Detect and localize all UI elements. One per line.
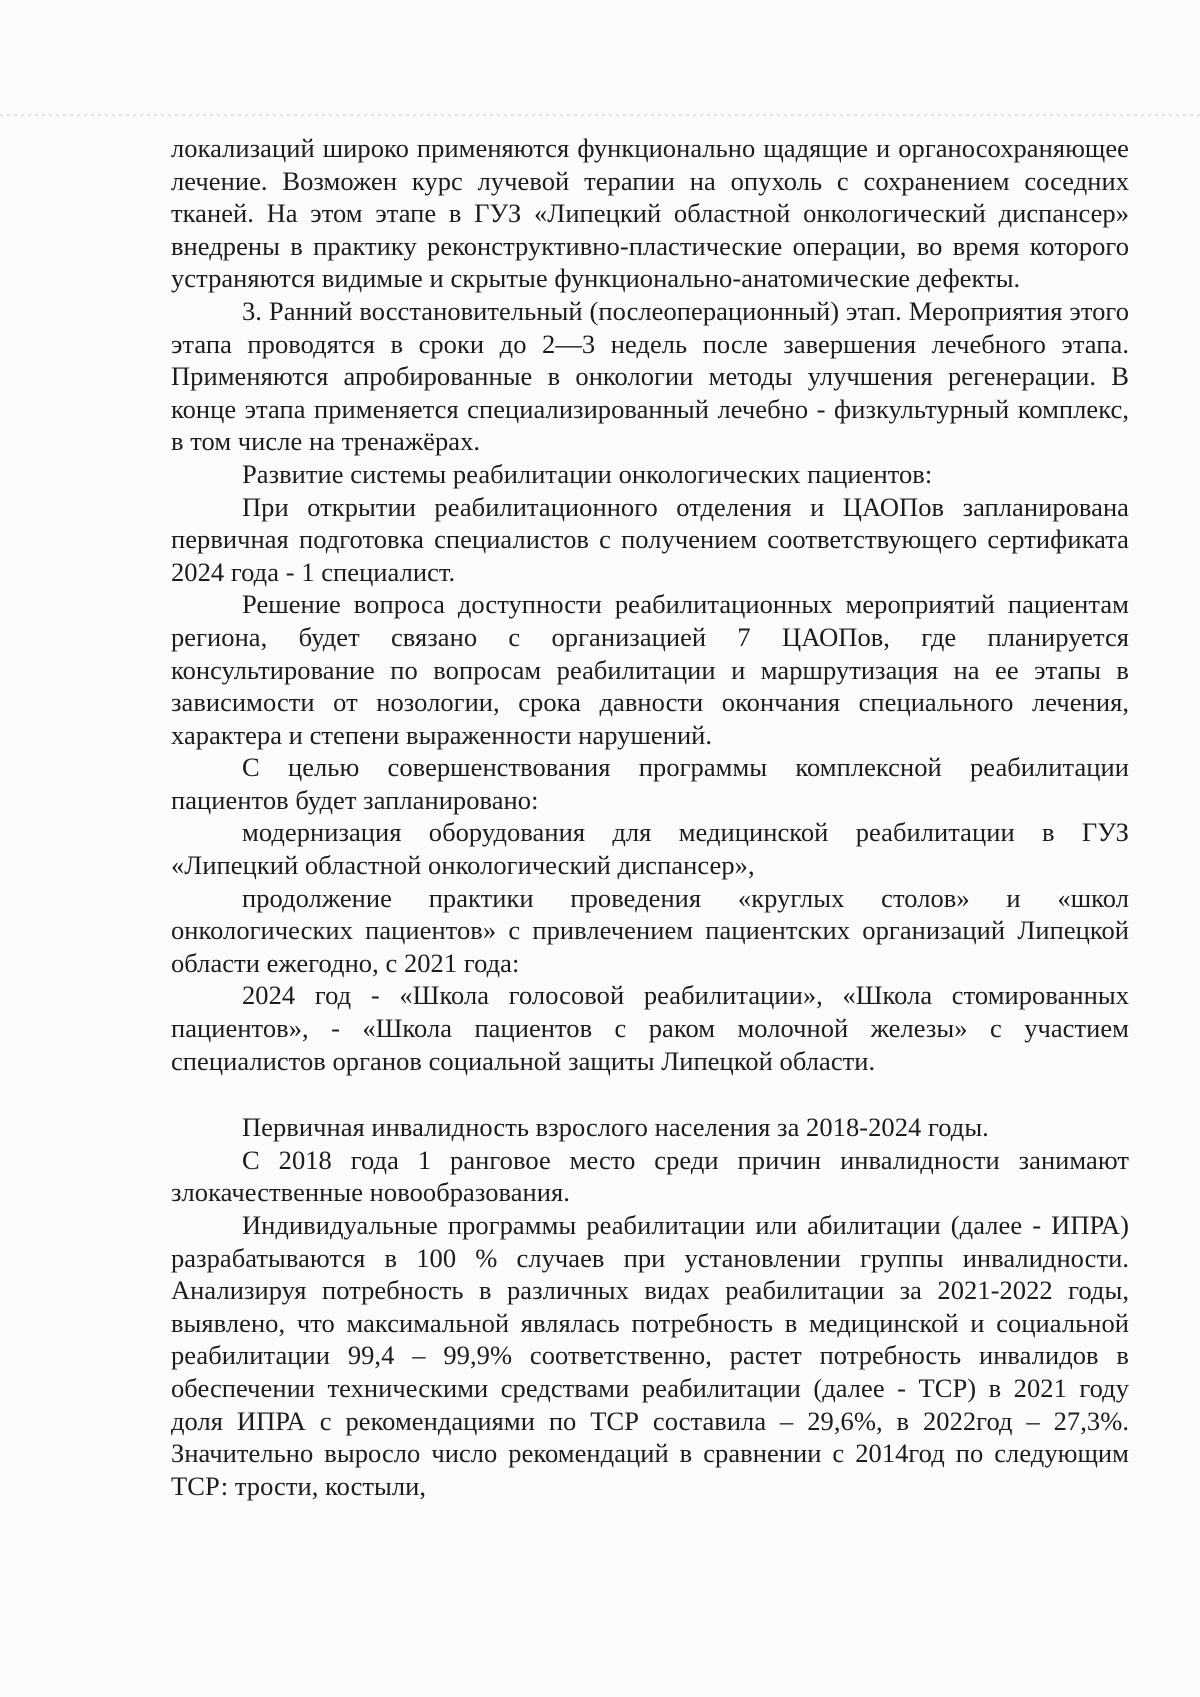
- paragraph-spacer: [171, 1077, 1129, 1111]
- paragraph-program-improvement: С целью совершенствования программы комплексной реабилитации пациентов будет запланировано:: [171, 752, 1129, 815]
- scan-edge-artifact: [0, 114, 1200, 116]
- paragraph-specialist-training: При открытии реабилитационного отделения и ЦАОПов запланирована первичная подготовка специалистов с получением соответствующего сертификата 2024 года - 1 специалист.: [171, 491, 1129, 587]
- paragraph-surgical-stage: локализаций широко применяются функционально щадящие и органосохраняющее лечение. Возможен курс лучевой терапии на опухоль с сохранением соседних тканей. На этом этапе в ГУЗ «Липецкий областной онкологический диспансер» внедрены в практику реконструктивно-пластические операции, во время которого устраняются видимые и скрытые функционально-анатомические дефекты.: [171, 133, 1129, 294]
- paragraph-disability-heading: Первичная инвалидность взрослого населения за 2018-2024 годы.: [242, 1112, 989, 1143]
- paragraph-rehab-accessibility: Решение вопроса доступности реабилитационных мероприятий пациентам региона, будет связано с организацией 7 ЦАОПов, где планируется консультирование по вопросам реабилитации и маршрутизация на ее этапы в зависимости от нозологии, срока давности окончания специального лечения, характера и степени выраженности нарушений.: [171, 589, 1129, 750]
- paragraph-schools-2024: 2024 год - «Школа голосовой реабилитации», «Школа стомированных пациентов», - «Школа пациентов с раком молочной железы» с участием специалистов органов социальной защиты Липецкой области.: [171, 980, 1129, 1076]
- paragraph-disability-rank: С 2018 года 1 ранговое место среди причин инвалидности занимают злокачественные новообразования.: [171, 1144, 1129, 1208]
- paragraph-rehab-system-heading: Развитие системы реабилитации онкологических пациентов:: [242, 458, 933, 489]
- paragraph-round-tables: продолжение практики проведения «круглых столов» и «школ онкологических пациентов» с привлечением пациентских организаций Липецкой области ежегодно, с 2021 года:: [171, 882, 1129, 978]
- paragraph-ipra-analysis: Индивидуальные программы реабилитации или абилитации (далее - ИПРА) разрабатываются в 100 % случаев при установлении группы инвалидности. Анализируя потребность в различных видах реабилитации за 2021-2022 годы, выявлено, что максимальной являлась потребность в медицинской и социальной реабилитации 99,4 – 99,9% соответственно, растет потребность инвалидов в обеспечении техническими средствами реабилитации (далее - ТСР) в 2021 году доля ИПРА с рекомендациями по ТСР составила – 29,6%, в 2022год – 27,3%. Значительно выросло число рекомендаций в сравнении с 2014год по следующим ТСР: трости, костыли,: [171, 1210, 1129, 1501]
- paragraph-equipment-modernization: модернизация оборудования для медицинской реабилитации в ГУЗ «Липецкий областной онкологический диспансер»,: [171, 817, 1129, 881]
- document-body: [171, 132, 1129, 1502]
- paragraph-early-recovery-stage: 3. Ранний восстановительный (послеоперационный) этап. Мероприятия этого этапа проводятся в сроки до 2—3 недель после завершения лечебного этапа. Применяются апробированные в онкологии методы улучшения регенерации. В конце этапа применяется специализированный лечебно - физкультурный комплекс, в том числе на тренажёрах.: [171, 295, 1129, 457]
